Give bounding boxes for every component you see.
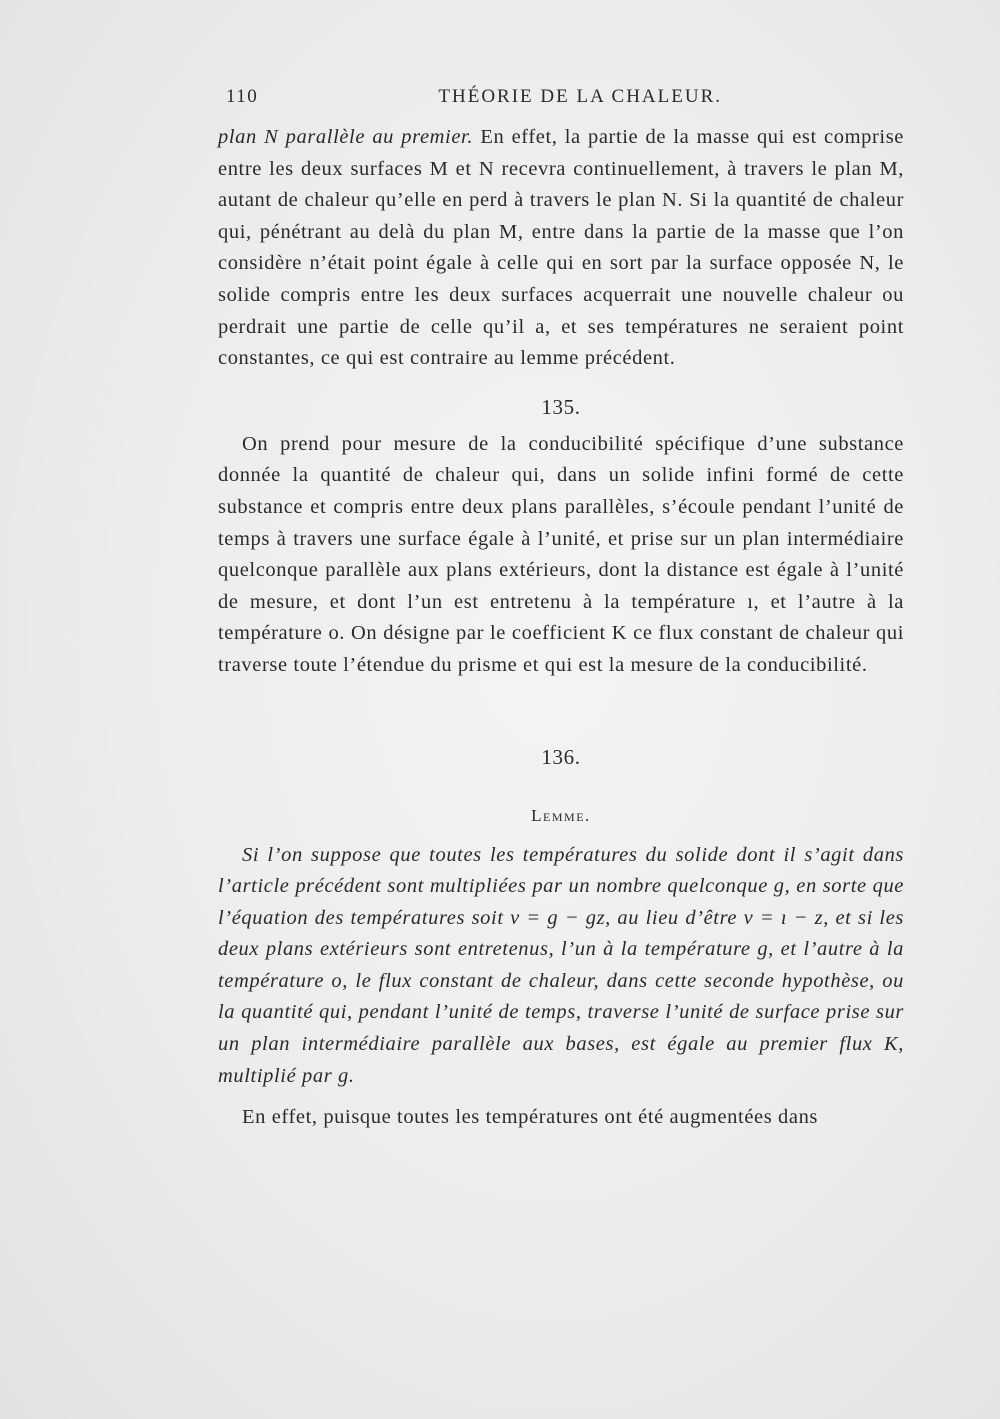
spacer	[218, 375, 904, 385]
body-text	[218, 122, 904, 1134]
lemma-label: Lemme.	[531, 805, 591, 825]
page-number: 110	[226, 86, 259, 107]
running-head	[226, 86, 722, 112]
section-135-paragraph: On prend pour mesure de la conducibilité spécifique d’une substance donnée la quantité de chaleur qui, dans un solide infini formé de cette substance et compris entre deux plans parallèles, s’écoule pendant l’unité de temps à travers une surface égale à l’unité, et prise sur un plan intermédiaire quelconque parallèle aux plans extérieurs, dont la distance est égale à l’unité de mesure, et dont l’un est entretenu à la température ı, et l’autre à la température o. On désigne par le coefficient K ce flux constant de chaleur qui traverse toute l’étendue du prisme et qui est la mesure de la conducibilité.	[218, 432, 904, 676]
proof-paragraph: En effet, puisque toutes les températures ont été augmentées dans	[242, 1106, 819, 1129]
spacer	[218, 1092, 904, 1102]
section-number-135: 135.	[541, 394, 581, 419]
header-title: THÉORIE DE LA CHALEUR.	[438, 86, 722, 107]
section-number-136: 136.	[541, 744, 581, 769]
continuation-italic-lead: plan N parallèle au premier.	[218, 126, 474, 148]
continuation-paragraph	[218, 122, 904, 375]
spacer	[218, 682, 904, 722]
continuation-text: En effet, la partie de la masse qui est comprise entre les deux surfaces M et N recevra continuellement, à travers le plan M, autant de chaleur qu’elle en perd à travers le plan N. Si la quantité de chaleur qui, pénétrant au delà du plan M, entre dans la partie de la masse que l’on considère n’était point égale à celle qui en sort par la surface opposée N, le solide compris entre les deux surfaces acquerrait une nouvelle chaleur ou perdrait une partie de celle qu’il a, et ses températures ne seraient point constantes, ce qui est contraire au lemme précédent.	[218, 126, 904, 370]
lemma-statement: Si l’on suppose que toutes les températures du solide dont il s’agit dans l’article précédent sont multipliées par un nombre quelconque g, en sorte que l’équation des températures soit v = g − gz, au lieu d’être v = ı − z, et si les deux plans extérieurs sont entretenus, l’un à la température g, et l’autre à la température o, le flux constant de chaleur, dans cette seconde hypothèse, ou la quantité qui, pendant l’unité de temps, traverse l’unité de surface prise sur un plan intermédiaire parallèle aux bases, est égale au premier flux K, multiplié par g.	[218, 843, 904, 1087]
